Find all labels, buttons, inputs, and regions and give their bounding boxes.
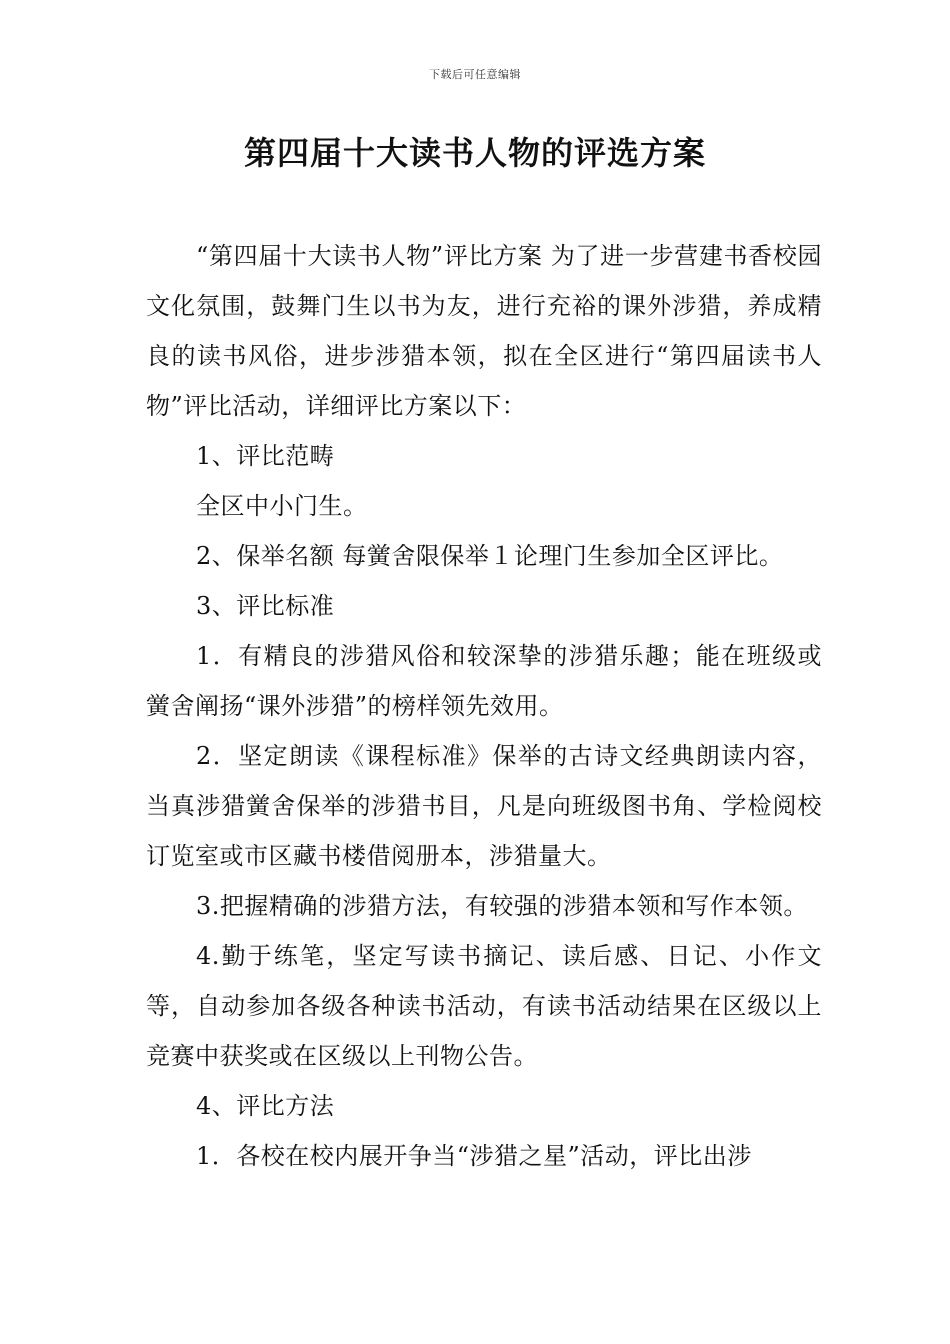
section-heading-quota: 2、保举名额 每黉舍限保举１论理门生参加全区评比。 [196, 542, 784, 570]
section-heading-scope: 1、评比范畴 [196, 442, 335, 470]
criterion-4: 4.勤于练笔，坚定写读书摘记、读后感、日记、小作文等，自动参加各级各种读书活动，有读书活动结果在区级以上竞赛中获奖或在区级以上刊物公告。 [146, 942, 822, 1070]
criterion-2: 2．坚定朗读《课程标准》保举的古诗文经典朗读内容，当真涉猎黉舍保举的涉猎书目，凡是向班级图书角、学检阅校订览室或市区藏书楼借阅册本，涉猎量大。 [146, 742, 822, 870]
method-1: 1．各校在校内展开争当“涉猎之星”活动，评比出涉 [196, 1142, 752, 1170]
intro-paragraph: “第四届十大读书人物”评比方案 为了进一步营建书香校园文化氛围，鼓舞门生以书为友，进行充裕的课外涉猎，养成精良的读书风俗，进步涉猎本领，拟在全区进行“第四届读书人物”评比活动，详细评比方案以下： [146, 242, 822, 420]
document-title: 第四届十大读书人物的评选方案 [243, 134, 706, 172]
scope-text: 全区中小门生。 [196, 492, 368, 520]
section-heading-criteria: 3、评比标准 [196, 592, 335, 620]
section-heading-method: 4、评比方法 [196, 1092, 335, 1120]
document-body [146, 231, 822, 1181]
criterion-3: 3.把握精确的涉猎方法，有较强的涉猎本领和写作本领。 [196, 892, 808, 920]
criterion-1: 1．有精良的涉猎风俗和较深挚的涉猎乐趣；能在班级或黉舍阐扬“课外涉猎”的榜样领先效用。 [146, 642, 822, 720]
header-note: 下载后可任意编辑 [429, 68, 521, 81]
